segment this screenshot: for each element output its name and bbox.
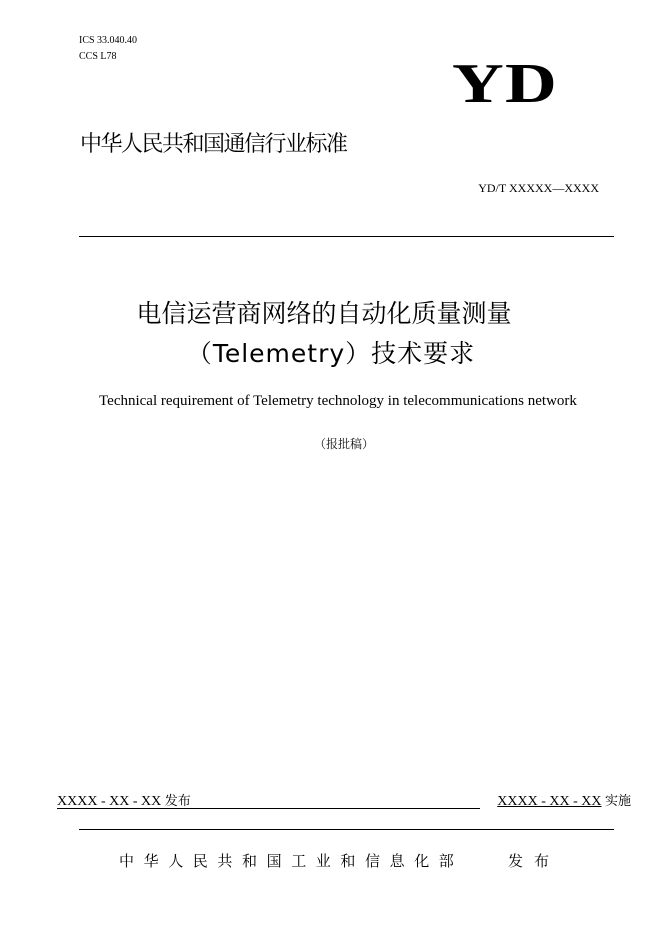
publish-date: XXXX - XX - XX — [57, 794, 162, 809]
yd-logo: YD — [452, 53, 559, 115]
publish-label: 发布 — [164, 794, 191, 809]
chinese-title-line-1: 电信运营商网络的自动化质量测量 — [136, 299, 512, 328]
effective-date: XXXX - XX - XX — [497, 794, 602, 809]
issue-label: 发布 — [508, 852, 561, 870]
effective-label: 实施 — [604, 794, 631, 809]
chinese-title-line-2: （Telemetry）技术要求 — [186, 339, 476, 368]
draft-status: （报批稿） — [313, 437, 374, 451]
header-divider — [79, 236, 614, 237]
standard-category: 中华人民共和国通信行业标准 — [80, 132, 347, 157]
standard-code: YD/T XXXXX—XXXX — [478, 181, 599, 195]
effective-date-line — [497, 794, 631, 810]
issuing-authority: 中华人民共和国工业和信息化部 — [119, 852, 464, 870]
publish-date-underline — [57, 808, 480, 809]
ccs-code: CCS L78 — [79, 51, 117, 62]
footer-divider — [79, 829, 614, 830]
english-title: Technical requirement of Telemetry technology in telecommunications network — [99, 393, 577, 409]
ics-code: ICS 33.040.40 — [79, 35, 138, 46]
